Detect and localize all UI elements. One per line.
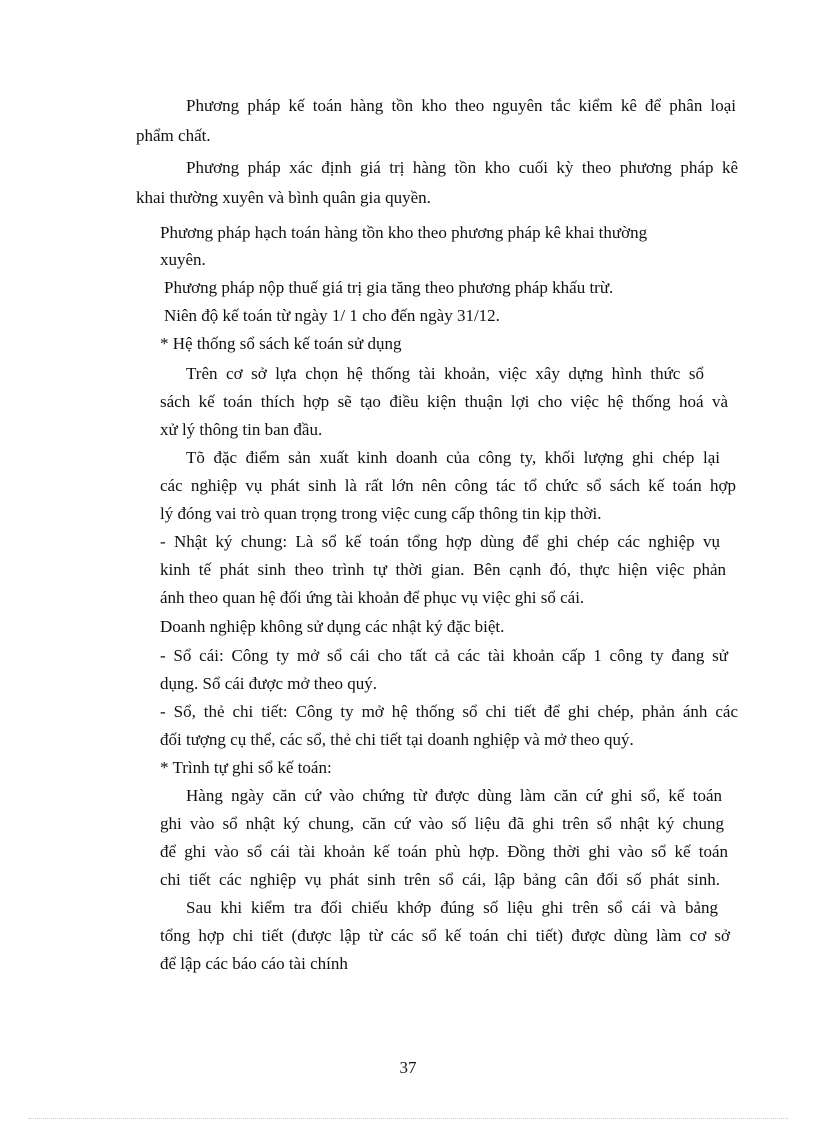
page-bottom-divider — [28, 1118, 788, 1119]
text-line: Niên độ kế toán từ ngày 1/ 1 cho đến ngày 31/12. — [164, 306, 500, 325]
text-line: Doanh nghiệp không sử dụng các nhật ký đặc biệt. — [160, 617, 505, 636]
text-line: để ghi vào sổ cái tài khoản kế toán phù hợp. Đồng thời ghi vào sổ kế toán — [160, 842, 728, 861]
text-line: xuyên. — [160, 250, 206, 269]
text-line: Tõ đặc điểm sản xuất kinh doanh của công ty, khối lượng ghi chép lại — [186, 448, 720, 467]
text-line: khai thường xuyên và bình quân gia quyền. — [136, 188, 431, 207]
text-line: dụng. Sổ cái được mở theo quý. — [160, 674, 377, 693]
text-line: ghi vào sổ nhật ký chung, căn cứ vào số liệu đã ghi trên sổ nhật ký chung — [160, 814, 724, 833]
text-line: kinh tế phát sinh theo trình tự thời gian. Bên cạnh đó, thực hiện việc phản — [160, 560, 726, 579]
text-line: - Nhật ký chung: Là sổ kế toán tổng hợp dùng để ghi chép các nghiệp vụ — [160, 532, 720, 551]
text-line: Phương pháp nộp thuế giá trị gia tăng theo phương pháp khấu trừ. — [164, 278, 614, 297]
text-line: - Sổ, thẻ chi tiết: Công ty mở hệ thống sổ chi tiết để ghi chép, phản ánh các — [160, 702, 738, 721]
text-line: lý đóng vai trò quan trọng trong việc cung cấp thông tin kịp thời. — [160, 504, 602, 523]
text-line: xử lý thông tin ban đầu. — [160, 420, 323, 439]
text-line: phẩm chất. — [136, 126, 211, 145]
text-line: Phương pháp xác định giá trị hàng tồn kho cuối kỳ theo phương pháp kê — [186, 158, 738, 177]
text-line: chi tiết các nghiệp vụ phát sinh trên sổ cái, lập bảng cân đối số phát sinh. — [160, 870, 720, 889]
text-line: Hàng ngày căn cứ vào chứng từ được dùng làm căn cứ ghi sổ, kế toán — [186, 786, 722, 805]
text-line: để lập các báo cáo tài chính — [160, 954, 348, 973]
text-line: các nghiệp vụ phát sinh là rất lớn nên công tác tổ chức sổ sách kế toán hợp — [160, 476, 736, 495]
text-line: - Sổ cái: Công ty mở sổ cái cho tất cả các tài khoản cấp 1 công ty đang sử — [160, 646, 728, 665]
text-line: đối tượng cụ thể, các sổ, thẻ chi tiết tại doanh nghiệp và mở theo quý. — [160, 730, 634, 749]
text-line: sách kế toán thích hợp sẽ tạo điều kiện thuận lợi cho việc hệ thống hoá và — [160, 392, 728, 411]
text-line: Trên cơ sở lựa chọn hệ thống tài khoản, việc xây dựng hình thức sổ — [186, 364, 704, 383]
text-line: Sau khi kiểm tra đối chiếu khớp đúng số liệu ghi trên sổ cái và bảng — [186, 898, 718, 917]
text-line: tổng hợp chi tiết (được lập từ các sổ kế toán chi tiết) được dùng làm cơ sở — [160, 926, 730, 945]
page-number: 37 — [399, 1058, 417, 1077]
section-heading: * Hệ thống sổ sách kế toán sử dụng — [160, 334, 402, 353]
text-line: Phương pháp kế toán hàng tồn kho theo nguyên tắc kiểm kê để phân loại — [186, 96, 736, 115]
text-line: Phương pháp hạch toán hàng tồn kho theo phương pháp kê khai thường — [160, 223, 648, 242]
text-line: ánh theo quan hệ đối ứng tài khoản để phục vụ việc ghi sổ cái. — [160, 588, 585, 607]
section-heading: * Trình tự ghi sổ kế toán: — [160, 758, 332, 777]
